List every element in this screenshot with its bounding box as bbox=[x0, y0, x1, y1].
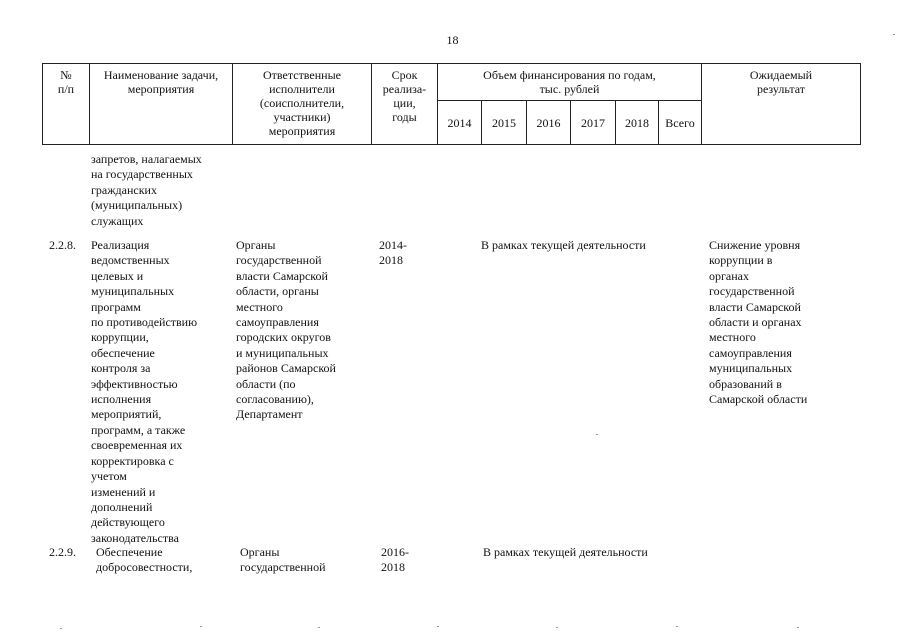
row-finance: В рамках текущей деятельности bbox=[483, 545, 648, 559]
scan-speck bbox=[556, 627, 558, 628]
row-term: 2014- 2018 bbox=[379, 238, 407, 268]
header-task: Наименование задачи, мероприятия bbox=[90, 64, 233, 145]
header-responsible: Ответственные исполнители (соисполнители, участники) мероприятия bbox=[233, 64, 372, 145]
header-year-total: Всего bbox=[659, 101, 702, 145]
scan-speck bbox=[437, 626, 439, 627]
header-year-2015: 2015 bbox=[482, 101, 527, 145]
row-task: Реализация ведомственных целевых и муниципальных программ по противодействию коррупции, обеспечение контроля за эффективностью исполнения мероприятий, программ, а также своевременная их корректировка с учетом изменений и дополнений действующего законодательства bbox=[91, 238, 198, 545]
scan-speck bbox=[60, 628, 62, 629]
header-result: Ожидаемый результат bbox=[702, 64, 861, 145]
scan-speck bbox=[596, 434, 598, 435]
continued-task-text: запретов, налагаемых на государственных гражданских (муниципальных) служащих bbox=[91, 152, 202, 228]
row-finance: В рамках текущей деятельности bbox=[481, 238, 646, 252]
header-year-2017: 2017 bbox=[571, 101, 616, 145]
row-responsible: Органы государственной власти Самарской области, органы местного самоуправления городских округов и муниципальных районов Самарской области (по согласованию), Департамент bbox=[236, 238, 336, 422]
header-finance: Объем финансирования по годам, тыс. рублей bbox=[438, 64, 702, 101]
scan-speck bbox=[893, 34, 895, 35]
header-year-2014: 2014 bbox=[438, 101, 482, 145]
row-result: Снижение уровня коррупции в органах государственной власти Самарской области и органах местного самоуправления муниципальных образований в Самарской области bbox=[709, 238, 808, 407]
scan-speck bbox=[797, 627, 799, 628]
row-term: 2016- 2018 bbox=[381, 545, 409, 575]
scan-speck bbox=[676, 626, 678, 627]
header-year-2016: 2016 bbox=[527, 101, 571, 145]
row-task: Обеспечение добросовестности, bbox=[96, 545, 193, 575]
header-term: Срок реализа- ции, годы bbox=[372, 64, 438, 145]
header-year-2018: 2018 bbox=[616, 101, 659, 145]
scan-speck bbox=[200, 626, 202, 627]
row-responsible: Органы государственной bbox=[240, 545, 326, 575]
row-number: 2.2.8. bbox=[49, 238, 76, 252]
header-number: № п/п bbox=[43, 64, 90, 145]
row-number: 2.2.9. bbox=[49, 545, 76, 559]
scan-speck bbox=[318, 627, 320, 628]
page-number: 18 bbox=[446, 33, 459, 47]
table-header bbox=[42, 63, 861, 145]
